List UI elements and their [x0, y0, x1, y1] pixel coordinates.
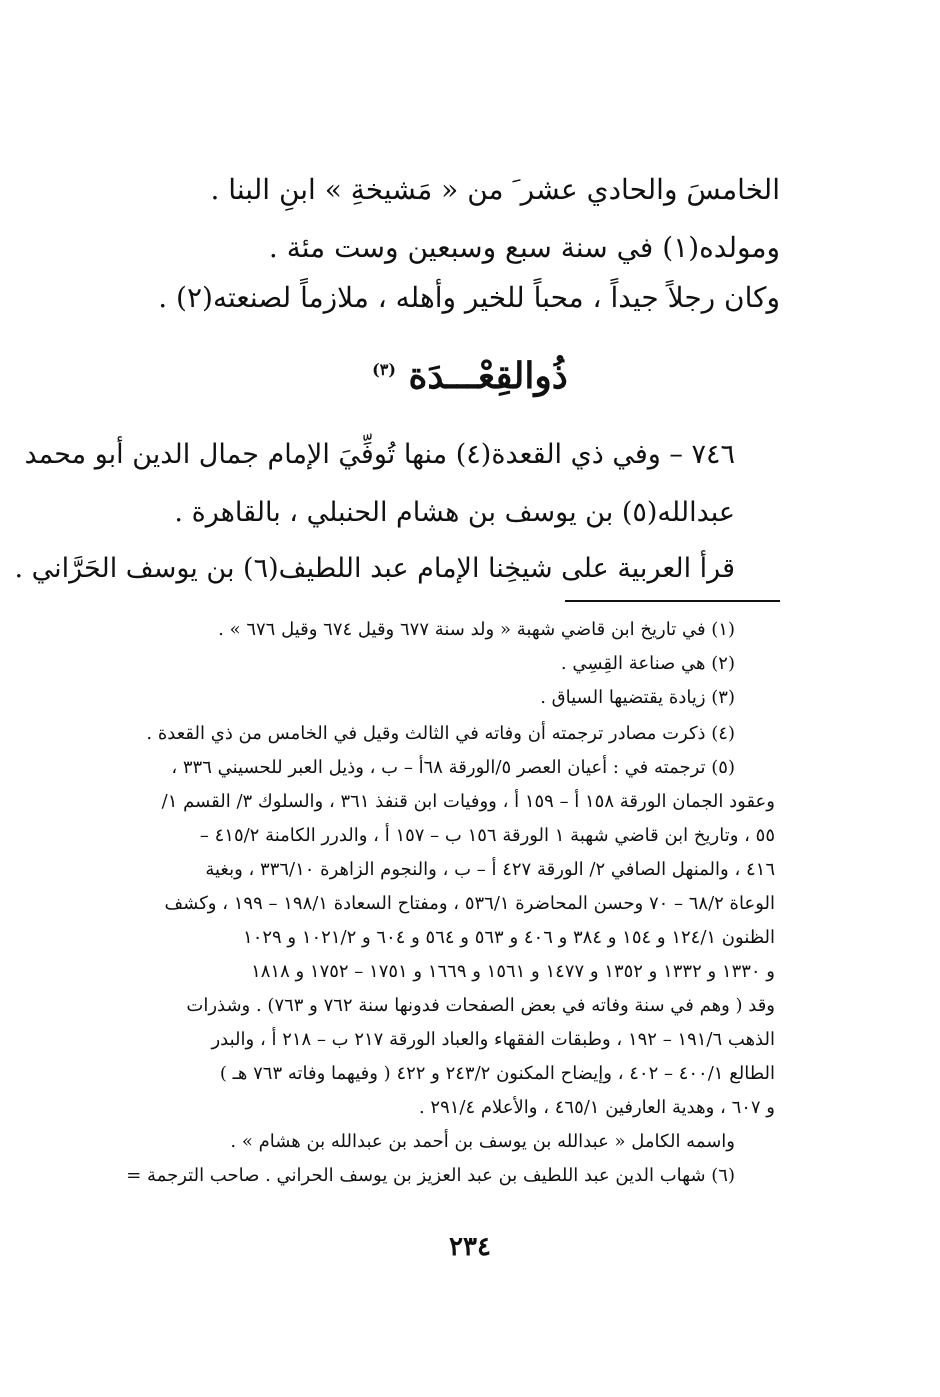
footnote-1: (١) في تاريخ ابن قاضي شهبة « ولد سنة ٦٧٧ وقيل ٦٧٤ وقيل ٦٧٦ » . [218, 619, 735, 640]
footnote-6: (٦) شهاب الدين عبد اللطيف بن عبد العزيز بن يوسف الحراني . صاحب الترجمة = [126, 1165, 735, 1186]
footnote-4: (٤) ذكرت مصادر ترجمته أن وفاته في الثالث وقيل في الخامس من ذي القعدة . [146, 723, 735, 744]
footnote-5-cont: و ٦٠٧ ، وهدية العارفين ٤٦٥/١ ، والأعلام ٢٩١/٤ . [418, 1097, 775, 1118]
section-heading-note: (٣) [372, 360, 396, 379]
footnote-5-cont: الطالع ٤٠٠/١ – ٤٠٢ ، وإيضاح المكنون ٢٤٣/٢ و ٤٢٢ ( وفيهما وفاته ٧٦٣ هـ ) [219, 1063, 775, 1084]
footnote-5-cont: ٥٥ ، وتاريخ ابن قاضي شهبة ١ الورقة ١٥٦ ب – ١٥٧ أ ، والدرر الكامنة ٤١٥/٢ – [199, 825, 775, 846]
footnote-5-cont: ٤١٦ ، والمنهل الصافي ٢/ الورقة ٤٢٧ أ – ب ، والنجوم الزاهرة ٣٣٦/١٠ ، وبغية [205, 859, 775, 880]
main-line-2: ومولده(١) في سنة سبع وسبعين وست مئة . [268, 231, 780, 264]
footnote-5-fullname: واسمه الكامل « عبدالله بن يوسف بن أحمد بن عبدالله بن هشام » . [230, 1131, 735, 1152]
main-line-1: الخامسَ والحادي عشر َ من « مَشيخةِ » ابنِ البنا . [210, 173, 780, 206]
entry-line-2: عبدالله(٥) بن يوسف بن هشام الحنبلي ، بالقاهرة . [174, 497, 735, 528]
footnote-5: (٥) ترجمته في : أعيان العصر ٥/الورقة ٦٨أ – ب ، وذيل العبر للحسيني ٣٣٦ ، [171, 757, 735, 778]
footnote-2: (٢) هي صناعة القِسِي . [560, 653, 735, 674]
entry-line-1: ٧٤٦ – وفي ذي القعدة(٤) منها تُوفِّيَ الإمام جمال الدين أبو محمد [24, 439, 735, 470]
footnote-5-cont: الظنون ١٢٤/١ و ١٥٤ و ٣٨٤ و ٤٠٦ و ٥٦٣ و ٥٦٤ و ٦٠٤ و ١٠٢١/٢ و ١٠٢٩ [243, 927, 775, 948]
footnote-5-cont: وقد ( وهم في سنة وفاته في بعض الصفحات فدونها سنة ٧٦٢ و ٧٦٣) . وشذرات [186, 995, 775, 1016]
footnote-5-cont: الذهب ١٩١/٦ – ١٩٢ ، وطبقات الفقهاء والعباد الورقة ٢١٧ ب – ٢١٨ أ ، والبدر [211, 1029, 775, 1050]
footnote-3: (٣) زيادة يقتضيها السياق . [540, 687, 735, 708]
page-number: ٢٣٤ [449, 1232, 491, 1262]
footnote-5-cont: الوعاة ٦٨/٢ – ٧٠ وحسن المحاضرة ٥٣٦/١ ، ومفتاح السعادة ١٩٨/١ – ١٩٩ ، وكشف [164, 893, 775, 914]
footnote-5-cont: وعقود الجمان الورقة ١٥٨ أ – ١٥٩ أ ، ووفيات ابن قنفذ ٣٦١ ، والسلوك ٣/ القسم ١/ [161, 791, 775, 812]
entry-line-3: قرأ العربية على شيخِنا الإمام عبد اللطيف(٦) بن يوسف الحَرَّاني . [14, 553, 735, 584]
section-heading [0, 355, 940, 397]
section-heading-text: ذُوالقِعْـــدَة [408, 355, 568, 397]
footnote-5-cont: و ١٣٣٠ و ١٣٣٢ و ١٣٥٢ و ١٤٧٧ و ١٥٦١ و ١٦٦٩ و ١٧٥١ – ١٧٥٢ و ١٨١٨ [251, 961, 775, 982]
footnote-separator [565, 600, 780, 602]
main-line-3: وكان رجلاً جيداً ، محباً للخير وأهله ، ملازماً لصنعته(٢) . [158, 281, 780, 314]
